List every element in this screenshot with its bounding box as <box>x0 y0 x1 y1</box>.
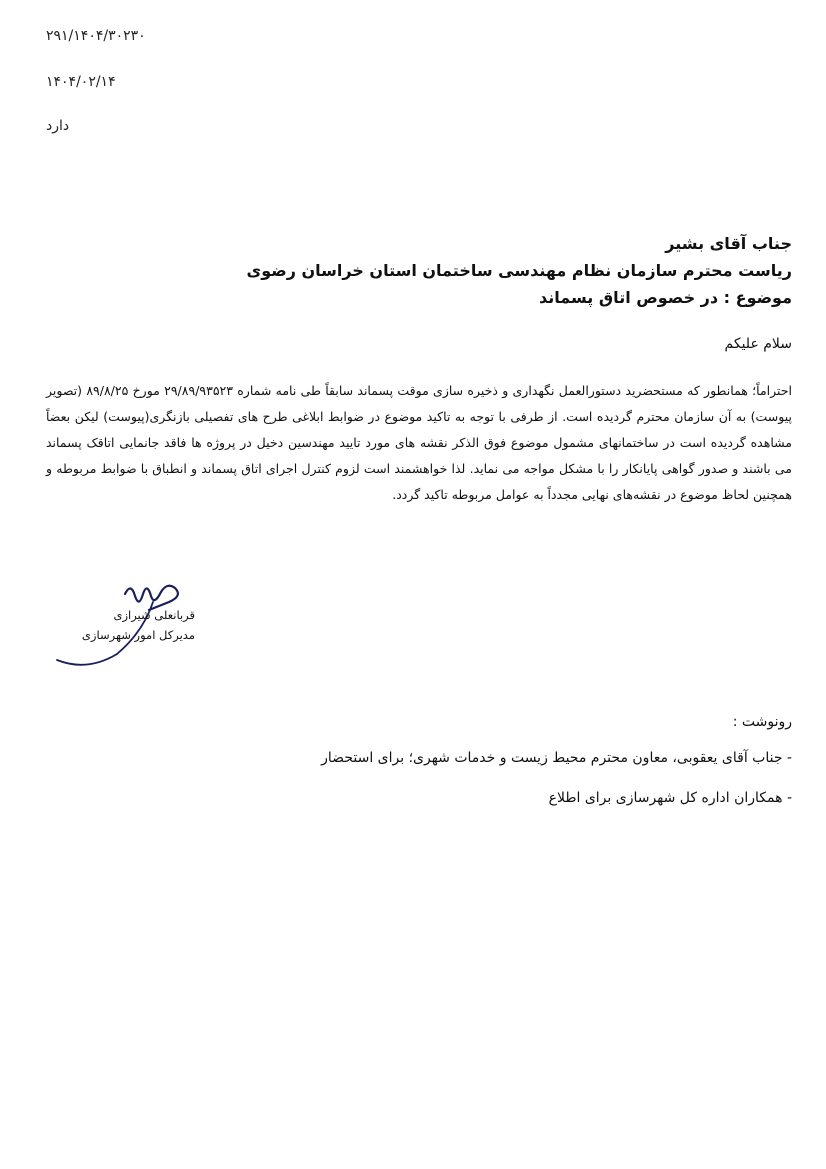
signatory-name: قربانعلی شیرازی <box>113 608 195 622</box>
signature-scribble-icon <box>55 572 215 672</box>
cc-section <box>92 714 792 828</box>
signature-block <box>55 572 215 672</box>
greeting: سلام علیکم <box>724 336 792 352</box>
position-line: ریاست محترم سازمان نظام مهندسی ساختمان استان خراسان رضوی <box>246 261 792 280</box>
recipient-line: جناب آقای بشیر <box>665 234 792 253</box>
cc-item: - همکاران اداره کل شهرسازی برای اطلاع <box>548 790 792 806</box>
signatory-title: مدیرکل امور شهرسازی <box>81 628 195 642</box>
letter-body: احتراماً؛ همانطور که مستحضرید دستورالعمل نگهداری و ذخیره سازی موقت پسماند سابقاً طی نامه شماره ۲۹/۸۹/۹۳۵۲۳ مورخ ۸۹/۸/۲۵ (تصویر پیوست) به آن سازمان محترم گردیده است. از طرفی با توجه به تاکید موضوع در ضوابط ابلاغی طرح های تفصیلی بازنگری(پیوست) لیکن بعضاً مشاهده گردیده است در ساختمانهای مشمول موضوع فوق الذکر نقشه های مورد تایید مهندسین دخیل در پروژه ها فاقد جانمایی اتاقک پسماند می باشند و صدور گواهی پایانکار را با مشکل مواجه می نماید. لذا خواهشمند است لزوم کنترل اجرای اتاق پسماند و انطباق با ضوابط مربوطه و همچنین لحاظ موضوع در نقشه‌های نهایی مجدداً به عوامل مربوطه تاکید گردد. <box>46 383 792 502</box>
letter-attachment: دارد <box>46 118 70 134</box>
cc-title: رونوشت : <box>732 714 792 730</box>
letter-date: ۱۴۰۴/۰۲/۱۴ <box>46 74 116 90</box>
letter-header <box>92 230 792 311</box>
cc-item: - جناب آقای یعقوبی، معاون محترم محیط زیست و خدمات شهری؛ برای استحضار <box>321 750 792 766</box>
letter-number: ۲۹۱/۱۴۰۴/۳۰۲۳۰ <box>46 28 146 44</box>
subject-line: موضوع : در خصوص اتاق پسماند <box>539 288 792 307</box>
